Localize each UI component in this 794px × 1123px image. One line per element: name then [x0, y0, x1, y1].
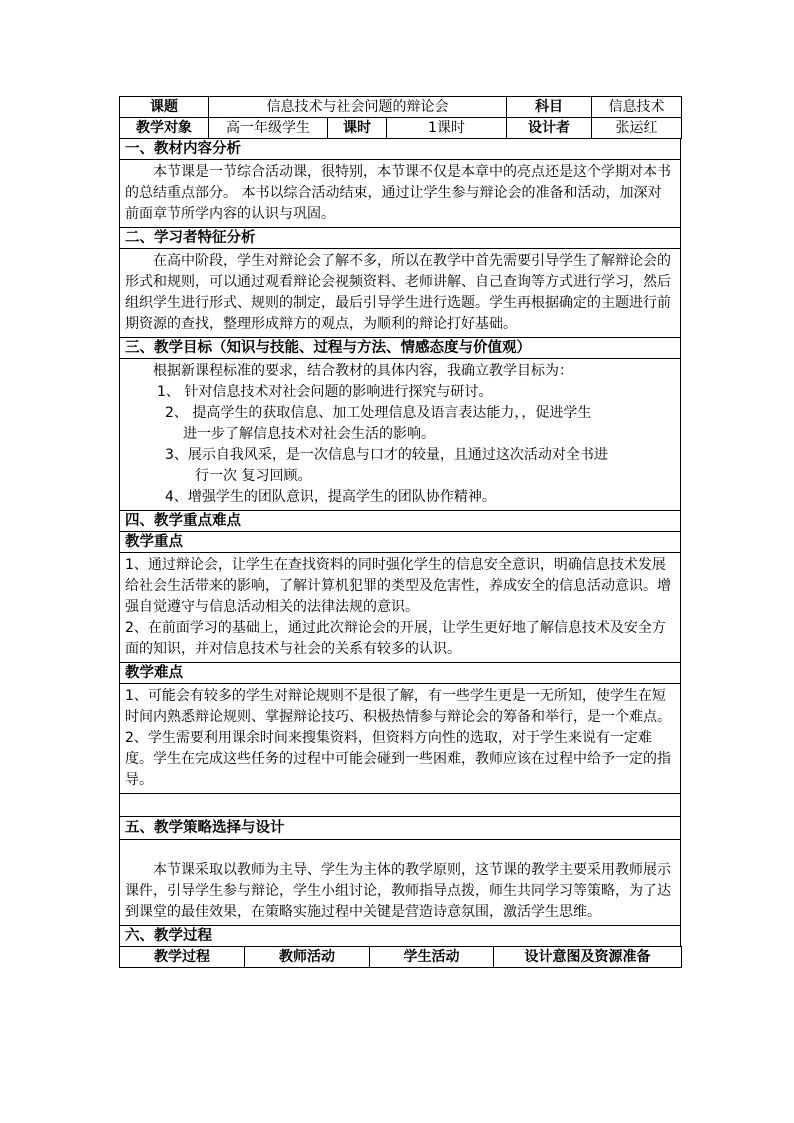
col-design: 设计意图及资源准备: [494, 947, 682, 968]
goal-3-line-2: 行一次 复习回顾。: [195, 468, 312, 484]
hours-value: 1课时: [387, 118, 507, 139]
goal-1: 1、 针对信息技术对社会问题的影响进行探究与研讨。: [157, 384, 493, 400]
topic-value: 信息技术与社会问题的辩论会: [209, 97, 507, 118]
section-1-text: 本节课是一节综合活动课，很特别，本节课不仅是本章中的亮点还是这个学期对本书的总结重点部分。 本书以综合活动结束，通过让学生参与辩论会的准备和活动，加深对前面章节所学内容的认识与巩固。: [125, 164, 671, 222]
section-6-title: 六、教学过程: [120, 926, 681, 947]
key-points-body: [120, 553, 681, 663]
goal-4: 4、增强学生的团队意识，提高学生的团队协作精神。: [165, 489, 496, 505]
section-2-text: 在高中阶段，学生对辩论会了解不多，所以在教学中首先需要引导学生了解辩论会的形式和规则，可以通过观看辩论会视频资料、老师讲解、自己查询等方式进行学习，然后组织学生进行形式、规则的制定，最后引导学生进行选题。学生再根据确定的主题进行前期资源的查找，整理形成辩方的观点，为顺利的辩论打好基础。: [125, 253, 671, 332]
key-point-2: 2、在前面学习的基础上，通过此次辩论会的开展，让学生更好地了解信息技术及安全方面的知识，并对信息技术与社会的关系有较多的认识。: [125, 620, 666, 657]
section-5-body: [120, 840, 681, 926]
goal-3: [125, 445, 675, 487]
col-student: 学生活动: [370, 947, 494, 968]
lesson-plan-document: [119, 96, 681, 968]
target-value: 高一年级学生: [209, 118, 328, 139]
header-table: [119, 96, 682, 139]
difficulties-title: 教学难点: [120, 663, 681, 684]
goal-2-line-2: 进一步了解信息技术对社会生活的影响。: [183, 426, 435, 442]
blank-row: [120, 794, 681, 817]
section-2-body: [120, 249, 681, 338]
col-process: 教学过程: [120, 947, 245, 968]
difficulty-1: 1、可能会有较多的学生对辩论规则不是很了解，有一些学生更是一无所知，使学生在短时间内熟悉辩论规则、掌握辩论技巧、积极热情参与辩论会的筹备和举行，是一个难点。: [125, 688, 671, 725]
difficulty-2: 2、学生需要利用课余时间来搜集资料，但资料方向性的选取，对于学生来说有一定难度。学生在完成这些任务的过程中可能会碰到一些困难，教师应该在过程中给予一定的指导。: [125, 730, 671, 788]
section-4-title: 四、教学重点难点: [120, 511, 681, 532]
section-5-text: 本节课采取以教师为主导、学生为主体的教学原则，这节课的教学主要采用教师展示课件，引导学生参与辩论，学生小组讨论，教师指导点拨，师生共同学习等策略，为了达到课堂的最佳效果，在策略实施过程中关键是营造诗意氛围，激活学生思维。: [125, 862, 671, 920]
target-label: 教学对象: [120, 118, 209, 139]
difficulties-body: [120, 684, 681, 794]
key-points-title: 教学重点: [120, 532, 681, 553]
hours-label: 课时: [328, 118, 387, 139]
goal-2-line-1: 2、 提高学生的获取信息、加工处理信息及语言表达能力，，促进学生: [165, 405, 592, 421]
subject-value: 信息技术: [592, 97, 682, 118]
content-table: [119, 138, 681, 947]
col-teacher: 教师活动: [245, 947, 370, 968]
section-3-title: 三、教学目标（知识与技能、过程与方法、情感态度与价值观）: [120, 338, 681, 359]
section-1-title: 一、教材内容分析: [120, 139, 681, 160]
section-5-title: 五、教学策略选择与设计: [120, 817, 681, 840]
process-table: [119, 946, 682, 968]
goals-intro: 根据新课程标准的要求，结合教材的具体内容，我确立教学目标为：: [153, 363, 573, 379]
goal-2: [125, 403, 675, 445]
section-2-title: 二、学习者特征分析: [120, 228, 681, 249]
key-point-1: 1、通过辩论会，让学生在查找资料的同时强化学生的信息安全意识，明确信息技术发展给社会生活带来的影响，了解计算机犯罪的类型及危害性，养成安全的信息活动意识。增强自觉遵守与信息活动相关的法律法规的意识。: [125, 557, 671, 615]
header-row-2: [120, 118, 682, 139]
designer-value: 张运红: [592, 118, 682, 139]
designer-label: 设计者: [507, 118, 592, 139]
header-row-1: [120, 97, 682, 118]
process-header-row: [120, 947, 682, 968]
goal-3-line-1: 3、展示自我风采，是一次信息与口才的较量，且通过这次活动对全书进: [165, 447, 608, 463]
topic-label: 课题: [120, 97, 209, 118]
section-3-body: [120, 359, 681, 511]
section-1-body: [120, 160, 681, 228]
subject-label: 科目: [507, 97, 592, 118]
